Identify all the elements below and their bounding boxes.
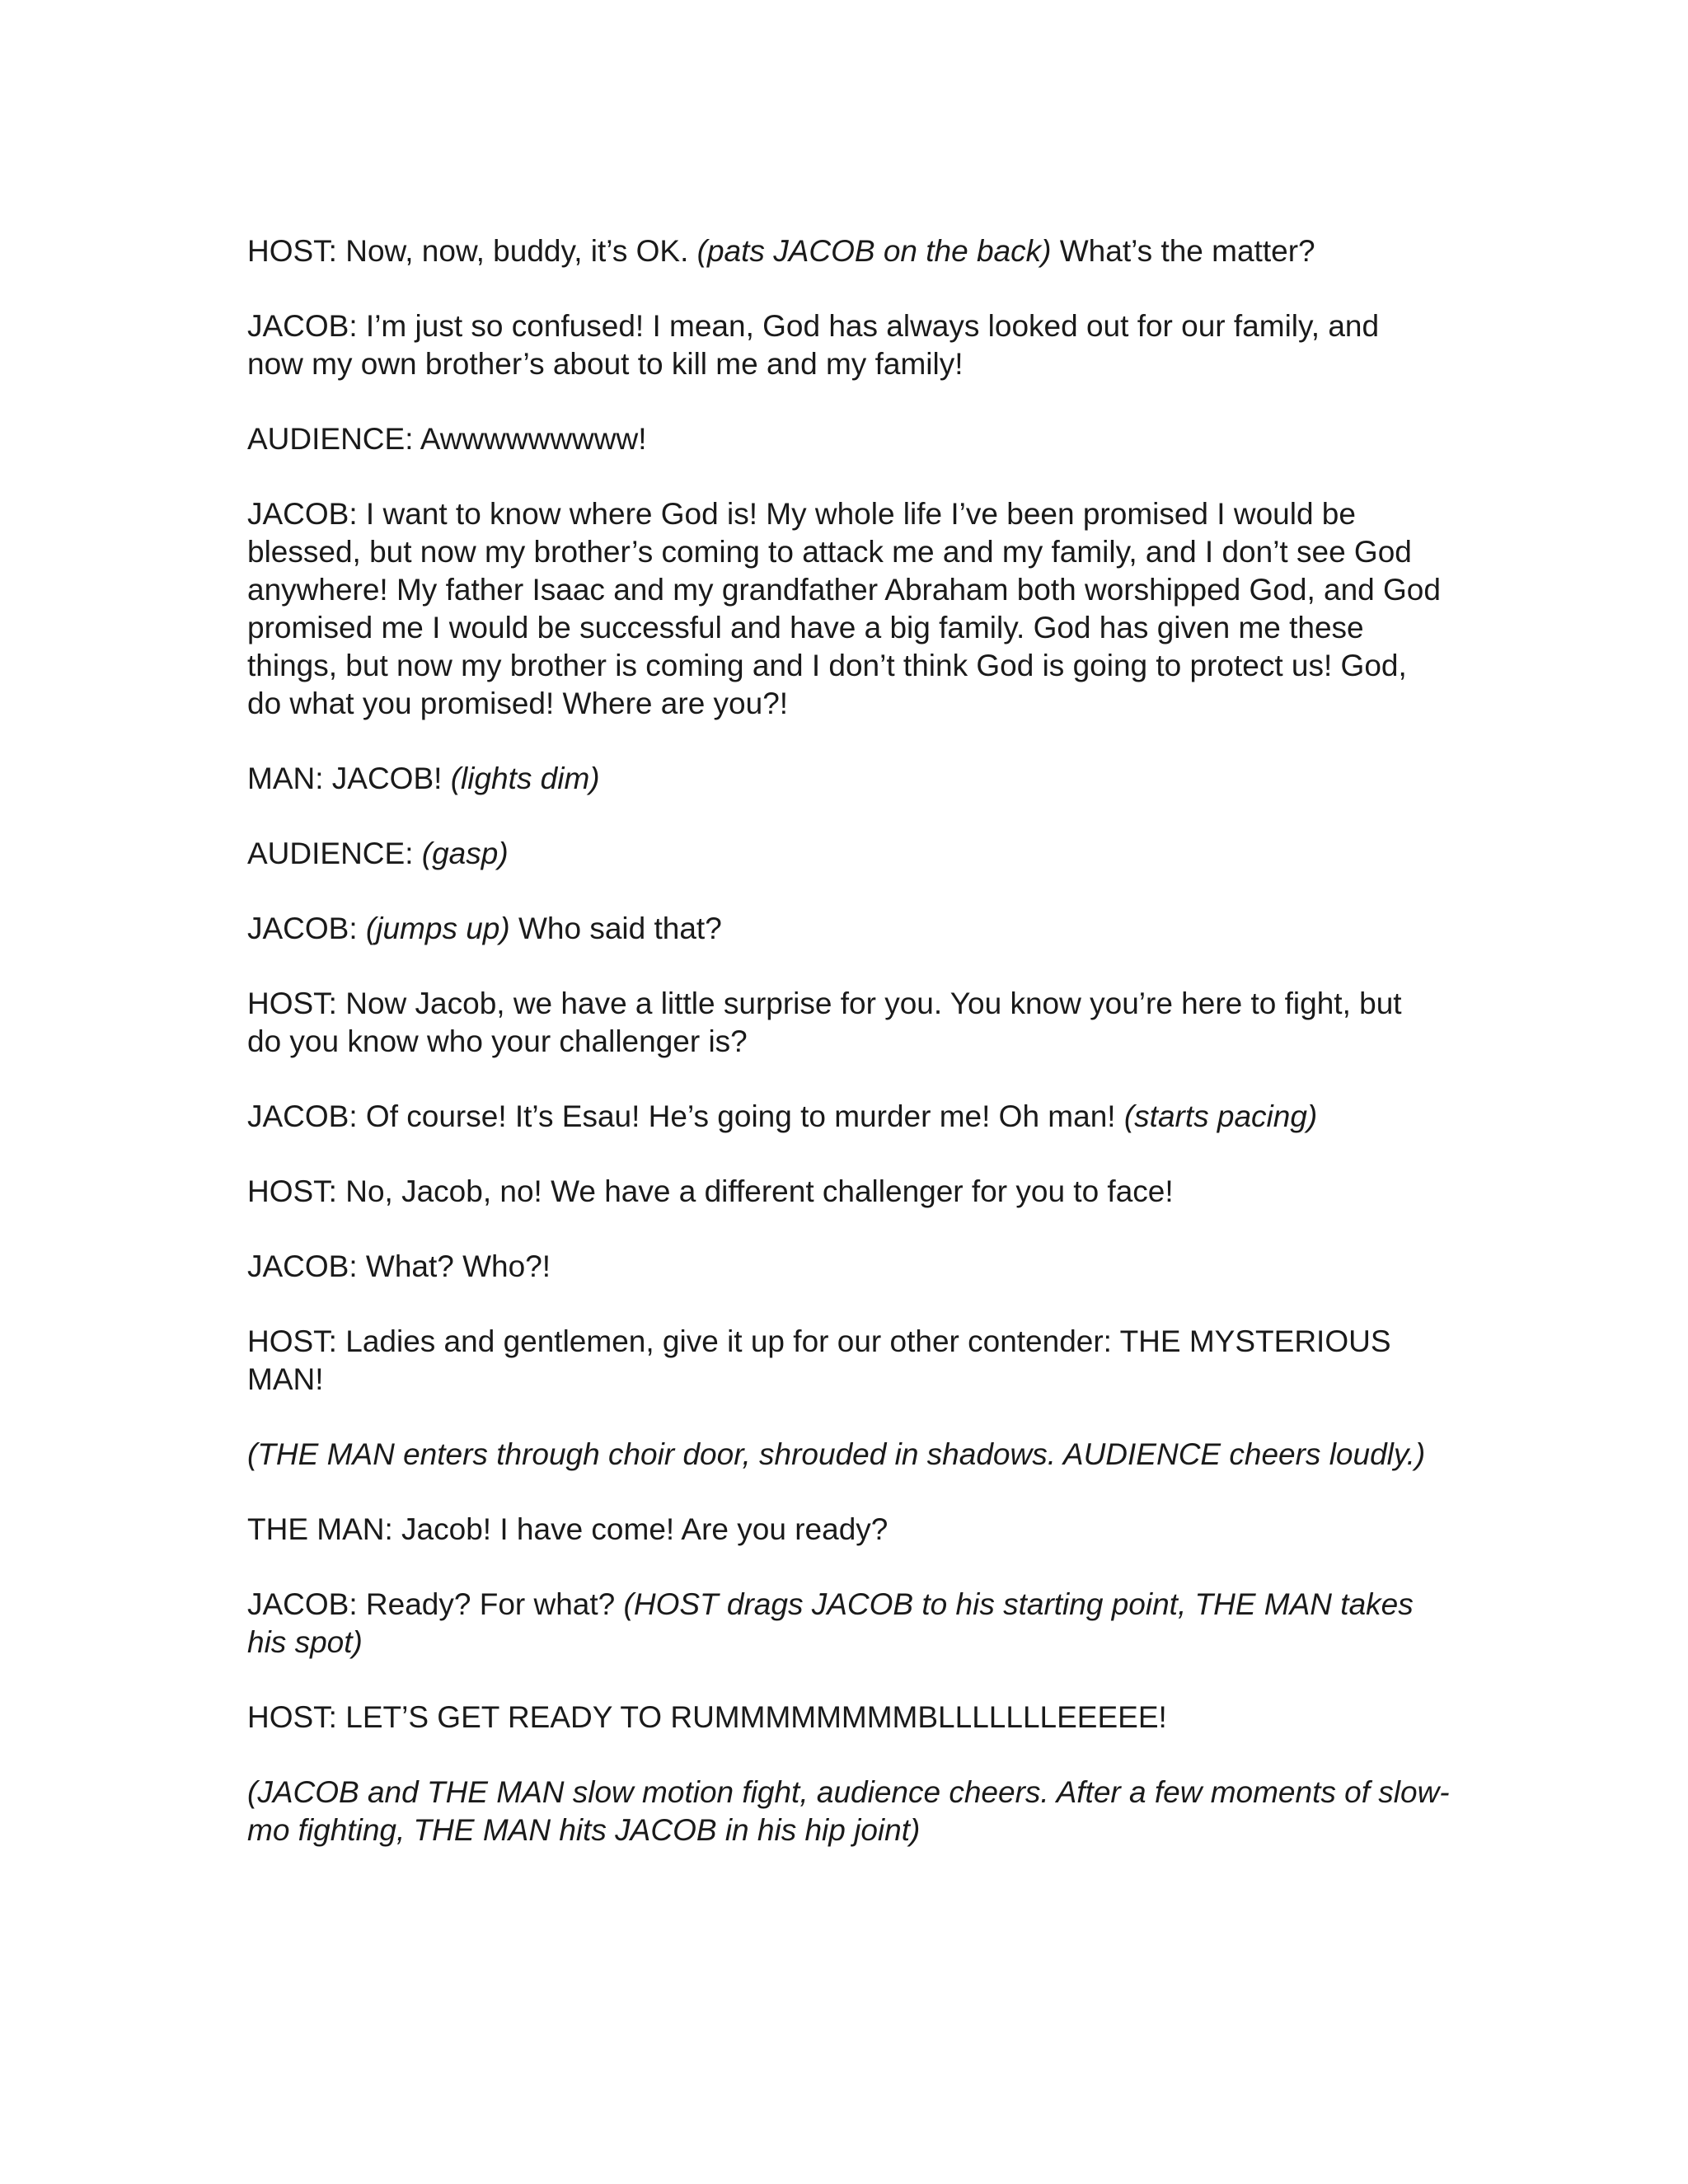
speaker-name: JACOB: [247, 1249, 358, 1283]
dialogue-line [247, 1511, 1442, 1549]
dialogue-text: I want to know where God is! My whole life I’ve been promised I would be blessed, but now my brother’s coming to attack me and my family, and I don’t see God anywhere! My father Isaac and my grandfather Abraham both worshipped God, and God promised me I would be successful and have a big family. God has given me these things, but now my brother is coming and I don’t think God is going to protect us! God, do what you promised! Where are you?! [247, 497, 1441, 720]
dialogue-line [247, 910, 1442, 948]
dialogue-line [247, 1586, 1442, 1661]
speaker-name: MAN: [247, 762, 324, 795]
dialogue-line [247, 1173, 1442, 1211]
stage-direction: (gasp) [421, 837, 509, 870]
stage-direction-line [247, 1774, 1467, 1849]
speaker-name: JACOB: [247, 912, 358, 945]
stage-direction: (starts pacing) [1123, 1099, 1318, 1133]
dialogue-text: What? Who?! [357, 1249, 551, 1283]
dialogue-line [247, 1323, 1442, 1399]
dialogue-text: LET’S GET READY TO RUMMMMMMMMBLLLLLLLEEEEE! [336, 1700, 1167, 1734]
dialogue-line [247, 232, 1442, 270]
dialogue-text [413, 837, 421, 870]
dialogue-line [247, 1699, 1442, 1736]
dialogue-text: Of course! It’s Esau! He’s going to murder me! Oh man! [357, 1099, 1124, 1133]
stage-direction: (THE MAN enters through choir door, shrouded in shadows. AUDIENCE cheers loudly.) [247, 1437, 1426, 1471]
stage-direction-line [247, 1436, 1442, 1474]
speaker-name: JACOB: [247, 309, 358, 343]
speaker-name: JACOB: [247, 497, 358, 531]
dialogue-text: What’s the matter? [1051, 234, 1315, 268]
speaker-name: HOST: [247, 1174, 337, 1208]
speaker-name: AUDIENCE: [247, 422, 414, 456]
speaker-name: JACOB: [247, 1099, 358, 1133]
speaker-name: JACOB: [247, 1587, 358, 1621]
dialogue-text [358, 912, 366, 945]
speaker-name: THE MAN: [247, 1512, 393, 1546]
speaker-name: HOST: [247, 1700, 337, 1734]
script-body [247, 232, 1450, 1886]
dialogue-text: No, Jacob, no! We have a different challenger for you to face! [336, 1174, 1174, 1208]
dialogue-text: Who said that? [509, 912, 722, 945]
dialogue-line [247, 985, 1442, 1061]
dialogue-line [247, 1098, 1442, 1136]
speaker-name: HOST: [247, 1324, 337, 1358]
dialogue-text: Jacob! I have come! Are you ready? [392, 1512, 889, 1546]
dialogue-line [247, 307, 1442, 383]
dialogue-text: Now Jacob, we have a little surprise for you. You know you’re here to fight, but do you know who your challenger is? [247, 987, 1402, 1058]
stage-direction: (pats JACOB on the back) [696, 234, 1052, 268]
speaker-name: HOST: [247, 987, 337, 1020]
dialogue-line [247, 1248, 1442, 1286]
stage-direction: (jumps up) [365, 912, 510, 945]
stage-direction: (lights dim) [450, 762, 600, 795]
dialogue-line [247, 420, 1442, 458]
dialogue-text: Ladies and gentlemen, give it up for our other contender: THE MYSTERIOUS MAN! [247, 1324, 1391, 1396]
dialogue-text: JACOB! [323, 762, 451, 795]
dialogue-text: Now, now, buddy, it’s OK. [336, 234, 697, 268]
dialogue-text: Awwwwwwwww! [413, 422, 647, 456]
dialogue-text: Ready? For what? [357, 1587, 624, 1621]
dialogue-line [247, 760, 1442, 798]
stage-direction: (JACOB and THE MAN slow motion fight, audience cheers. After a few moments of slow-mo fighting, THE MAN hits JACOB in his hip joint) [247, 1775, 1450, 1847]
speaker-name: HOST: [247, 234, 337, 268]
dialogue-line [247, 495, 1442, 723]
stage-direction: (HOST drags JACOB to his starting point, THE MAN takes his spot) [247, 1587, 1414, 1659]
dialogue-line [247, 835, 1442, 873]
dialogue-text: I’m just so confused! I mean, God has always looked out for our family, and now my own brother’s about to kill me and my family! [247, 309, 1380, 381]
speaker-name: AUDIENCE: [247, 837, 414, 870]
